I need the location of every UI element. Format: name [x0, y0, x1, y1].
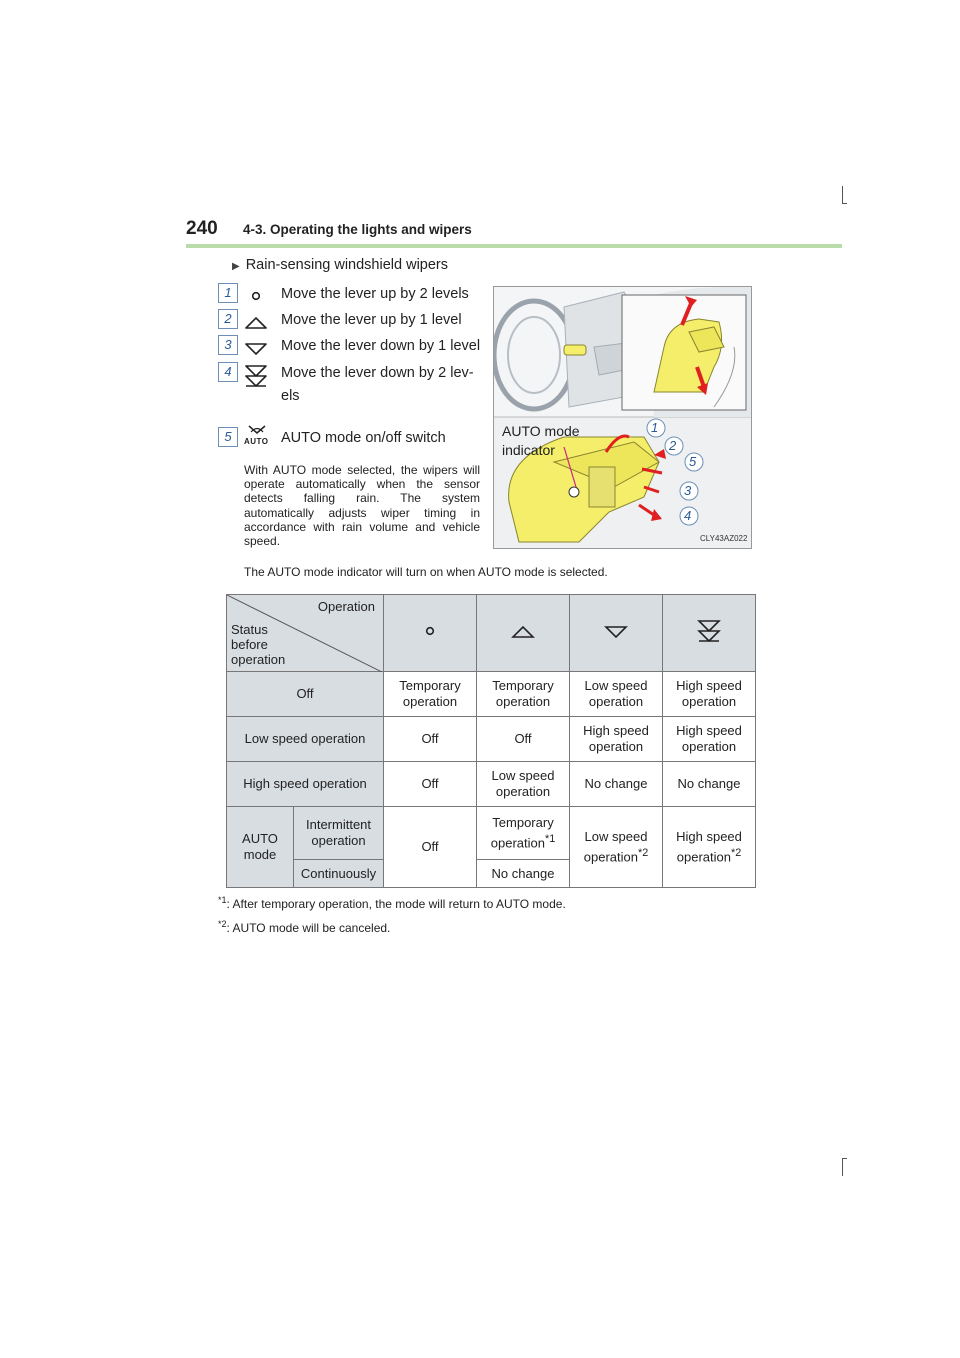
page-number: 240	[186, 218, 218, 239]
table-cell	[663, 807, 756, 888]
caret-down-icon	[242, 334, 270, 362]
corner-status-label: Status	[231, 622, 268, 637]
table-cell: No change	[663, 762, 756, 807]
table-cell: Off	[384, 762, 477, 807]
table-cell	[570, 807, 663, 888]
item-label: AUTO mode on/off switch	[281, 430, 446, 446]
footnote-mark: *1	[544, 832, 556, 845]
double-caret-down-icon	[242, 362, 270, 390]
status-cell: Off	[227, 672, 384, 717]
number-badge: 1	[218, 283, 238, 303]
item-label: Move the lever up by 2 levels	[281, 286, 469, 302]
lever-illustration	[493, 286, 752, 549]
subheading	[232, 257, 448, 273]
table-cell: No change	[477, 860, 570, 888]
footnote-mark: *2	[218, 919, 227, 929]
footnote	[218, 919, 566, 935]
number-badge: 3	[218, 335, 238, 355]
status-cell: High speed operation	[227, 762, 384, 807]
callout-number: 4	[684, 508, 692, 523]
number-badge: 2	[218, 309, 238, 329]
header-rule	[186, 244, 842, 248]
callout-number: 5	[689, 454, 697, 469]
circle-icon	[242, 282, 270, 310]
crop-mark	[842, 203, 847, 204]
illustration-drawing	[494, 287, 751, 548]
cell-text: Low speed operation	[583, 828, 648, 865]
table-cell: Low speed operation	[570, 672, 663, 717]
footnote-text: : After temporary operation, the mode will return to AUTO mode.	[226, 897, 566, 911]
table-row	[227, 717, 756, 762]
table-cell: Temporary operation	[477, 672, 570, 717]
crop-mark	[842, 1158, 847, 1159]
image-code: CLY43AZ022	[700, 534, 748, 543]
number-badge: 4	[218, 362, 238, 382]
auto-wiper-icon	[242, 420, 272, 450]
footnote	[218, 895, 566, 911]
crop-mark	[842, 1158, 843, 1176]
table-cell	[477, 807, 570, 860]
table-cell: Temporary operation	[384, 672, 477, 717]
caret-up-icon	[509, 617, 537, 645]
table-cell: High speed operation	[663, 717, 756, 762]
column-header-double-caret-down	[663, 595, 756, 672]
corner-top-label: Operation	[317, 599, 375, 614]
table-cell: Off	[477, 717, 570, 762]
caret-down-icon	[602, 617, 630, 645]
table-cell: Low speed operation	[477, 762, 570, 807]
status-cell: AUTO mode	[227, 807, 294, 888]
table-row	[227, 807, 756, 860]
footnote-text: : AUTO mode will be canceled.	[226, 921, 391, 935]
crop-mark	[842, 186, 843, 204]
number-badge: 5	[218, 427, 238, 447]
column-header-caret-up	[477, 595, 570, 672]
table-cell: Off	[384, 717, 477, 762]
auto-icon-text: AUTO	[244, 437, 269, 446]
table-cell: No change	[570, 762, 663, 807]
triangle-bullet-icon: ▶	[232, 261, 240, 272]
table-cell: High speed operation	[570, 717, 663, 762]
table-cell: Off	[384, 807, 477, 888]
footnote-mark: *2	[730, 846, 742, 859]
item-label: els	[281, 388, 300, 404]
footnotes	[218, 895, 566, 943]
status-cell: Low speed operation	[227, 717, 384, 762]
item-label: Move the lever down by 2 lev-	[281, 365, 474, 381]
description: With AUTO mode selected, the wipers will operate automatically when the sensor detects falling rain. The system automatically adjusts wiper timing in accordance with rain volume and vehicle speed.	[244, 463, 480, 549]
status-subcell: Intermittent operation	[294, 807, 384, 860]
subheading-text: Rain-sensing windshield wipers	[245, 257, 448, 273]
column-header-caret-down	[570, 595, 663, 672]
indicator-note: The AUTO mode indicator will turn on when AUTO mode is selected.	[244, 565, 608, 579]
callout-line2: indicator	[502, 442, 555, 458]
section-title: 4-3. Operating the lights and wipers	[243, 222, 472, 237]
corner-status-label: before	[231, 637, 268, 652]
table-corner	[227, 595, 384, 672]
cell-text: Temporary operation	[490, 814, 554, 851]
caret-up-icon	[242, 308, 270, 336]
callout-line1: AUTO mode	[502, 423, 580, 439]
callout-number: 2	[669, 438, 677, 453]
table-row	[227, 762, 756, 807]
item-label: Move the lever down by 1 level	[281, 338, 481, 354]
circle-icon	[416, 617, 444, 645]
wiper-operation-table	[226, 594, 756, 888]
double-caret-down-icon	[695, 617, 723, 645]
callout-number: 1	[651, 420, 659, 435]
status-subcell: Continuously	[294, 860, 384, 888]
footnote-mark: *1	[218, 895, 227, 905]
table-cell: High speed operation	[663, 672, 756, 717]
table-row	[227, 672, 756, 717]
callout-number: 3	[684, 483, 692, 498]
column-header-circle	[384, 595, 477, 672]
cell-text: High speed operation	[676, 828, 742, 865]
corner-status-label: operation	[231, 652, 286, 667]
item-label: Move the lever up by 1 level	[281, 312, 462, 328]
footnote-mark: *2	[637, 846, 649, 859]
